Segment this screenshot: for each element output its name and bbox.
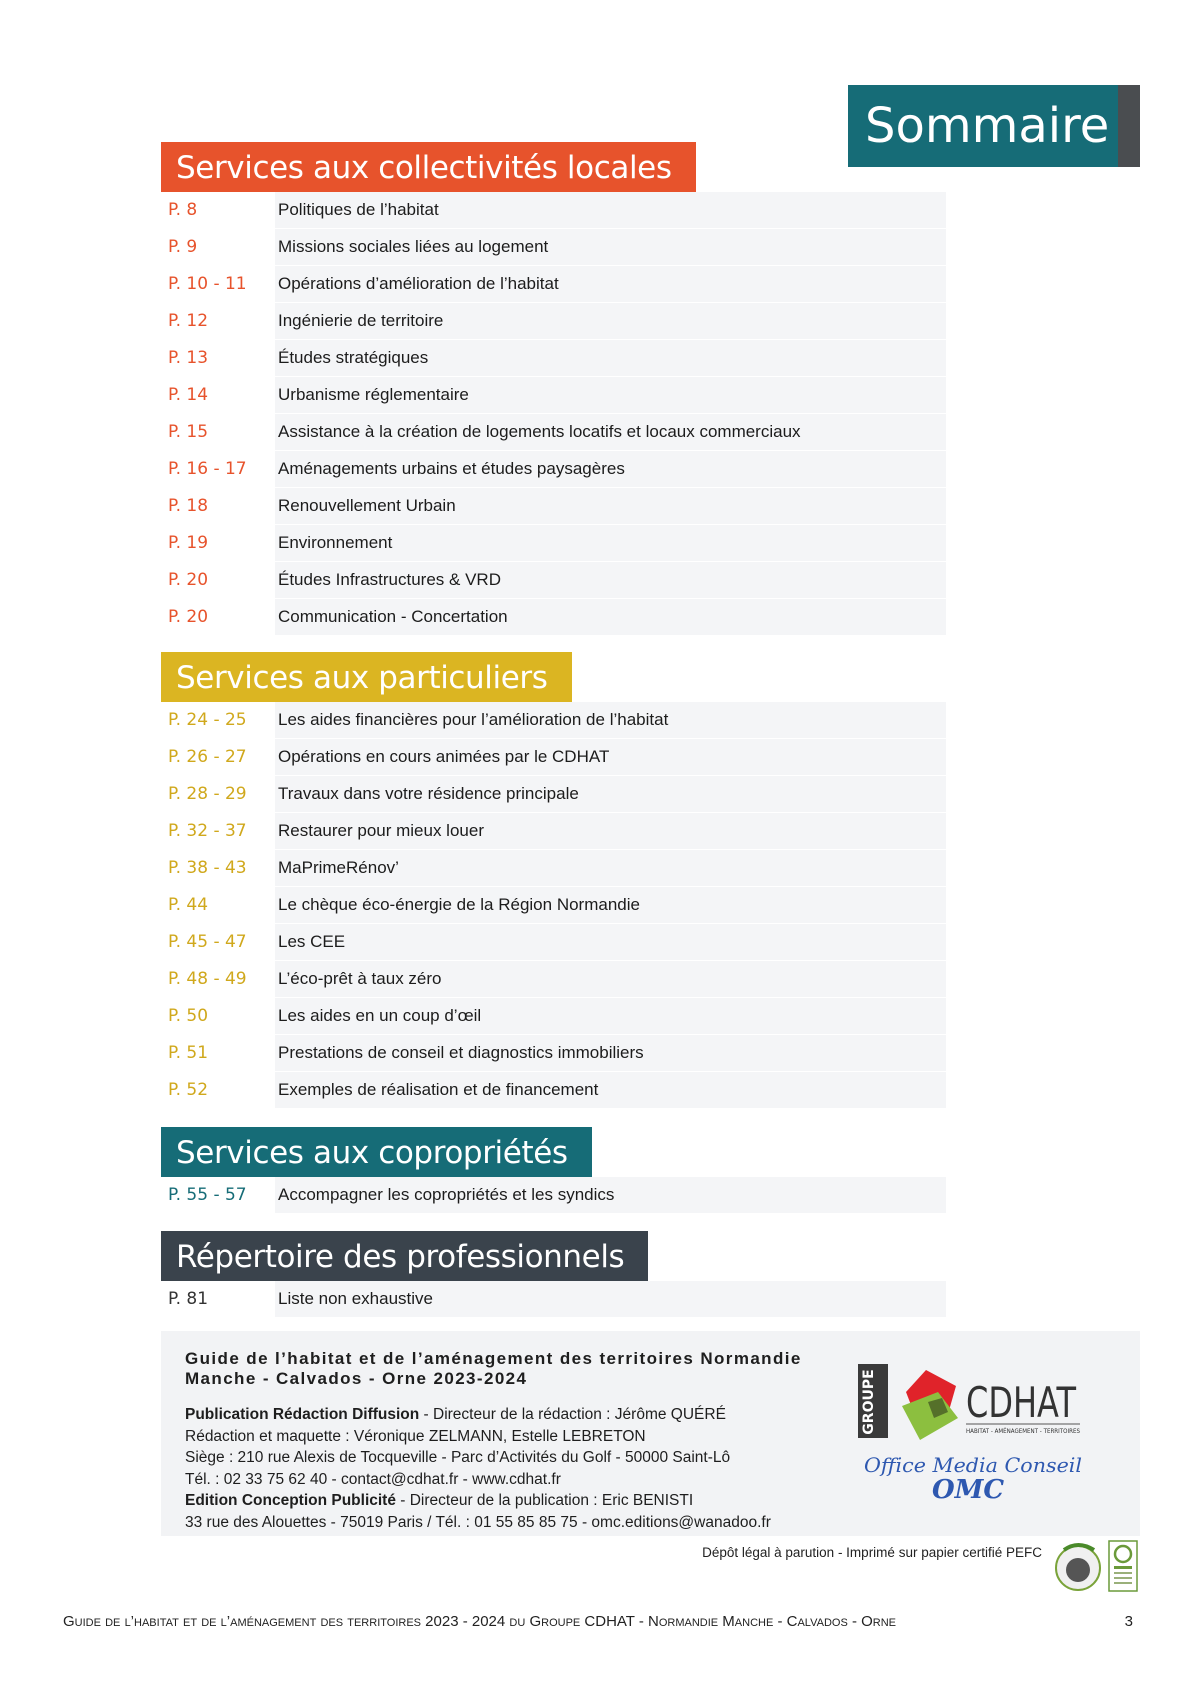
page-number: 3 bbox=[1124, 1613, 1133, 1630]
toc-title: Assistance à la création de logements locatifs et locaux commerciaux bbox=[275, 414, 946, 450]
toc-row[interactable] bbox=[161, 340, 946, 376]
toc-page: P. 55 - 57 bbox=[168, 1185, 247, 1205]
section-particuliers bbox=[161, 652, 946, 1109]
toc-page: P. 81 bbox=[168, 1289, 209, 1309]
toc-page: P. 18 bbox=[168, 496, 209, 516]
toc-page: P. 51 bbox=[168, 1043, 209, 1063]
toc-title: Restaurer pour mieux louer bbox=[275, 813, 946, 849]
toc-row[interactable] bbox=[161, 1177, 946, 1213]
toc-page: P. 45 - 47 bbox=[168, 932, 247, 952]
credit-contact: Tél. : 02 33 75 62 40 - contact@cdhat.fr - www.cdhat.fr bbox=[185, 1470, 561, 1488]
toc-row[interactable] bbox=[161, 739, 946, 775]
toc-page: P. 9 bbox=[168, 237, 198, 257]
toc-page: P. 48 - 49 bbox=[168, 969, 247, 989]
cdhat-logo bbox=[858, 1362, 1098, 1452]
groupe-text: GROUPE bbox=[861, 1369, 877, 1435]
credit-label: Edition Conception Publicité bbox=[185, 1492, 396, 1509]
omc-name: Office Media Conseil bbox=[864, 1453, 1082, 1477]
toc-page: P. 28 - 29 bbox=[168, 784, 247, 804]
toc-row[interactable] bbox=[161, 776, 946, 812]
toc-title: L’éco-prêt à taux zéro bbox=[275, 961, 946, 997]
headline-line-1: Guide de l’habitat et de l’aménagement des territoires Normandie bbox=[185, 1349, 802, 1368]
footer-text: Guide de l’habitat et de l’aménagement des territoires 2023 - 2024 du Groupe CDHAT - Normandie Manche - Calvados - Orne bbox=[63, 1613, 897, 1630]
toc-title: Opérations en cours animées par le CDHAT bbox=[275, 739, 946, 775]
cdhat-tagline: HABITAT - AMÉNAGEMENT - TERRITOIRES bbox=[966, 1428, 1090, 1435]
toc-row[interactable] bbox=[161, 414, 946, 450]
toc-title: Études Infrastructures & VRD bbox=[275, 562, 946, 598]
toc-title: Les CEE bbox=[275, 924, 946, 960]
toc-page: P. 14 bbox=[168, 385, 209, 405]
toc-title: Ingénierie de territoire bbox=[275, 303, 946, 339]
toc-page: P. 8 bbox=[168, 200, 198, 220]
pefc-badge-icon bbox=[1108, 1540, 1138, 1592]
toc-title: Opérations d’amélioration de l’habitat bbox=[275, 266, 946, 302]
toc-title: Les aides financières pour l’amélioration de l’habitat bbox=[275, 702, 946, 738]
page-footer bbox=[63, 1613, 1133, 1630]
toc-title: Accompagner les copropriétés et les syndics bbox=[275, 1177, 946, 1213]
imprim-vert-badge-icon bbox=[1050, 1538, 1106, 1594]
toc-page: P. 50 bbox=[168, 1006, 209, 1026]
legal-deposit: Dépôt légal à parution - Imprimé sur papier certifié PEFC bbox=[702, 1545, 1042, 1560]
toc-title: Politiques de l’habitat bbox=[275, 192, 946, 228]
toc-row[interactable] bbox=[161, 192, 946, 228]
credit-siege: Siège : 210 rue Alexis de Tocqueville - Parc d’Activités du Golf - 50000 Saint-Lô bbox=[185, 1449, 731, 1466]
toc-page: P. 15 bbox=[168, 422, 209, 442]
toc-title: Liste non exhaustive bbox=[275, 1281, 946, 1317]
toc-title: Exemples de réalisation et de financement bbox=[275, 1072, 946, 1108]
toc-list bbox=[161, 192, 946, 635]
credit-label: Publication Rédaction Diffusion bbox=[185, 1406, 420, 1423]
toc-page: P. 38 - 43 bbox=[168, 858, 247, 878]
toc-list bbox=[161, 702, 946, 1108]
section-heading: Services aux copropriétés bbox=[161, 1127, 592, 1177]
toc-row[interactable] bbox=[161, 1072, 946, 1108]
summary-title: Sommaire bbox=[865, 98, 1110, 154]
toc-page: P. 12 bbox=[168, 311, 209, 331]
credit-address: 33 rue des Alouettes - 75019 Paris / Tél. : 01 55 85 85 75 - omc.editions@wanadoo.fr bbox=[185, 1513, 771, 1531]
section-heading: Services aux collectivités locales bbox=[161, 142, 696, 192]
toc-list bbox=[161, 1177, 946, 1213]
section-collectivites bbox=[161, 142, 946, 636]
toc-row[interactable] bbox=[161, 702, 946, 738]
toc-page: P. 26 - 27 bbox=[168, 747, 247, 767]
toc-row[interactable] bbox=[161, 924, 946, 960]
toc-title: Travaux dans votre résidence principale bbox=[275, 776, 946, 812]
toc-row[interactable] bbox=[161, 998, 946, 1034]
toc-row[interactable] bbox=[161, 850, 946, 886]
toc-page: P. 20 bbox=[168, 607, 209, 627]
toc-row[interactable] bbox=[161, 451, 946, 487]
toc-title: Aménagements urbains et études paysagères bbox=[275, 451, 946, 487]
toc-row[interactable] bbox=[161, 599, 946, 635]
toc-row[interactable] bbox=[161, 887, 946, 923]
toc-page: P. 52 bbox=[168, 1080, 209, 1100]
omc-wordmark: OMC bbox=[932, 1475, 1005, 1505]
headline-line-2: Manche - Calvados - Orne 2023-2024 bbox=[185, 1369, 528, 1388]
toc-page: P. 24 - 25 bbox=[168, 710, 247, 730]
toc-row[interactable] bbox=[161, 1035, 946, 1071]
toc-title: Renouvellement Urbain bbox=[275, 488, 946, 524]
toc-row[interactable] bbox=[161, 229, 946, 265]
toc-title: Prestations de conseil et diagnostics immobiliers bbox=[275, 1035, 946, 1071]
toc-title: Environnement bbox=[275, 525, 946, 561]
toc-row[interactable] bbox=[161, 377, 946, 413]
credit-text: - Directeur de la rédaction : Jérôme QUÉRÉ bbox=[419, 1406, 726, 1423]
toc-title: MaPrimeRénov’ bbox=[275, 850, 946, 886]
toc-row[interactable] bbox=[161, 1281, 946, 1317]
toc-page: P. 10 - 11 bbox=[168, 274, 247, 294]
banner-accent bbox=[1118, 85, 1140, 167]
toc-row[interactable] bbox=[161, 562, 946, 598]
cdhat-wordmark: CDHAT bbox=[966, 1378, 1077, 1427]
toc-title: Missions sociales liées au logement bbox=[275, 229, 946, 265]
toc-title: Communication - Concertation bbox=[275, 599, 946, 635]
toc-row[interactable] bbox=[161, 488, 946, 524]
omc-logo bbox=[860, 1452, 1100, 1512]
toc-row[interactable] bbox=[161, 266, 946, 302]
toc-title: Études stratégiques bbox=[275, 340, 946, 376]
toc-page: P. 44 bbox=[168, 895, 209, 915]
toc-page: P. 32 - 37 bbox=[168, 821, 247, 841]
toc-title: Urbanisme réglementaire bbox=[275, 377, 946, 413]
toc-row[interactable] bbox=[161, 813, 946, 849]
toc-row[interactable] bbox=[161, 303, 946, 339]
credit-redaction: Rédaction et maquette : Véronique ZELMANN, Estelle LEBRETON bbox=[185, 1427, 646, 1445]
toc-list bbox=[161, 1281, 946, 1317]
toc-title: Le chèque éco-énergie de la Région Normandie bbox=[275, 887, 946, 923]
credit-text: - Directeur de la publication : Eric BENISTI bbox=[395, 1492, 694, 1509]
toc-row[interactable] bbox=[161, 525, 946, 561]
toc-row[interactable] bbox=[161, 961, 946, 997]
toc-title: Les aides en un coup d’œil bbox=[275, 998, 946, 1034]
section-heading: Services aux particuliers bbox=[161, 652, 572, 702]
toc-page: P. 19 bbox=[168, 533, 209, 553]
section-repertoire bbox=[161, 1231, 946, 1318]
toc-page: P. 16 - 17 bbox=[168, 459, 247, 479]
toc-page: P. 13 bbox=[168, 348, 209, 368]
section-coproprietes bbox=[161, 1127, 946, 1214]
toc-page: P. 20 bbox=[168, 570, 209, 590]
section-heading: Répertoire des professionnels bbox=[161, 1231, 648, 1281]
